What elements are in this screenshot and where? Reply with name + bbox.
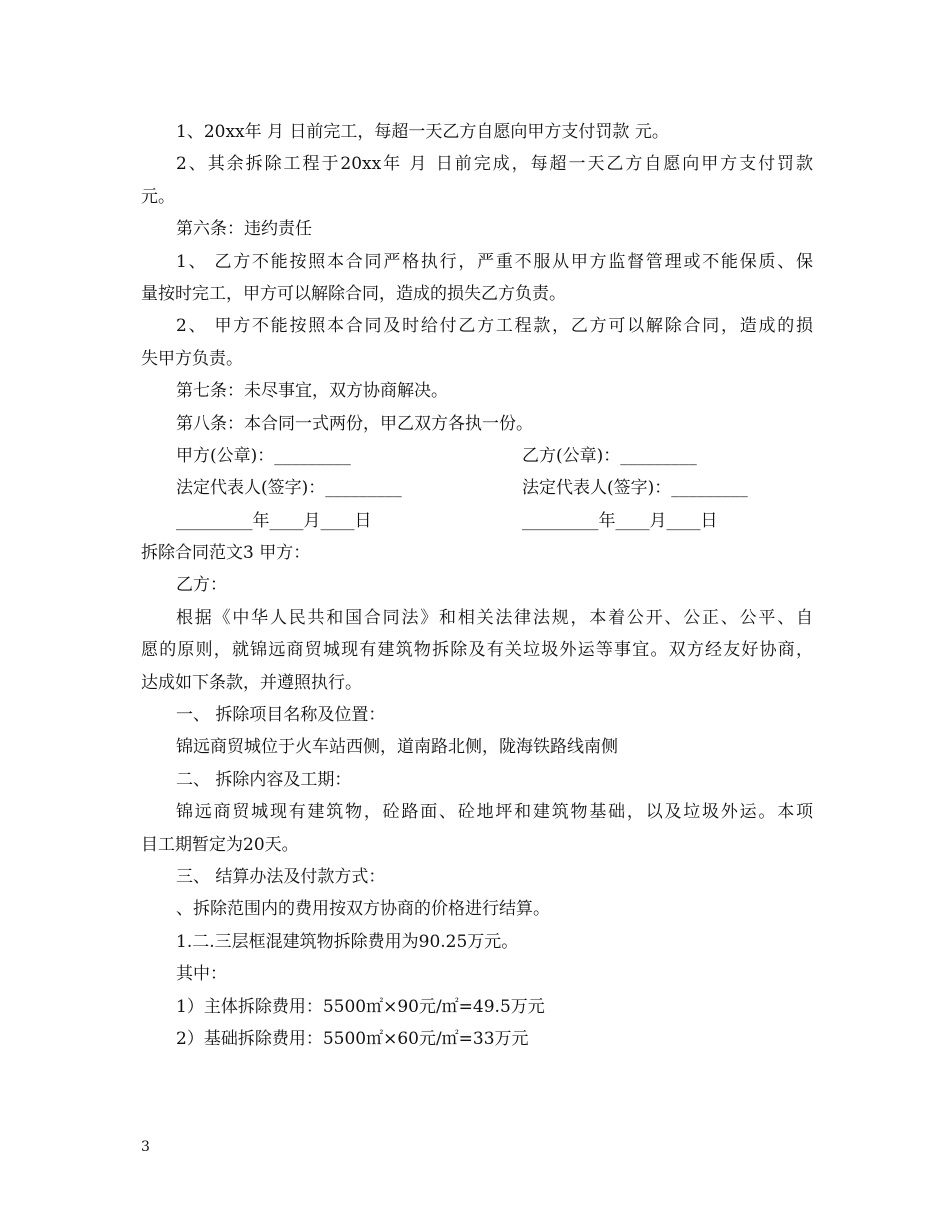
clause-line: 失甲方负责。 <box>141 348 243 369</box>
paragraph-line: 、拆除范围内的费用按双方协商的价格进行结算。 <box>176 899 550 920</box>
signature-date-row <box>141 505 813 537</box>
paragraph-line: 目工期暂定为20天。 <box>141 834 299 855</box>
page-number: 3 <box>141 1139 150 1155</box>
section-heading: 第七条：未尽事宜，双方协商解决。 <box>176 381 448 402</box>
party-a-representative: 法定代表人(签字)：_________ <box>176 478 402 499</box>
clause-line: 元。 <box>141 186 175 207</box>
party-b-date: _________年____月____日 <box>522 510 718 531</box>
paragraph-line: 愿的原则，就锦远商贸城现有建筑物拆除及有关垃圾外运等事宜。双方经友好协商， <box>141 640 813 661</box>
document-title-line: 拆除合同范文3 甲方： <box>141 543 311 564</box>
clause-line: 1、 乙方不能按照本合同严格执行，严重不服从甲方监督管理或不能保质、保 <box>176 251 813 272</box>
party-b-representative: 法定代表人(签字)：_________ <box>522 478 748 499</box>
signature-seal-row <box>141 440 813 472</box>
clause-line: 2、其余拆除工程于20xx年 月 日前完成，每超一天乙方自愿向甲方支付罚款 <box>176 154 813 175</box>
list-item: 1）主体拆除费用：5500㎡×90元/㎡=49.5万元 <box>176 996 545 1017</box>
paragraph-line: 1.二.三层框混建筑物拆除费用为90.25万元。 <box>176 931 519 952</box>
party-b-line: 乙方： <box>176 575 227 596</box>
paragraph-line: 根据《中华人民共和国合同法》和相关法律法规，本着公开、公正、公平、自 <box>176 607 813 628</box>
party-b-seal: 乙方(公章)：_________ <box>522 445 697 466</box>
party-a-seal: 甲方(公章)：_________ <box>176 445 351 466</box>
paragraph-line: 达成如下条款，并遵照执行。 <box>141 672 362 693</box>
section-heading: 一、 拆除项目名称及位置： <box>176 705 386 726</box>
document-body <box>141 116 813 1055</box>
section-heading: 第八条：本合同一式两份，甲乙双方各执一份。 <box>176 413 533 434</box>
clause-line: 量按时完工，甲方可以解除合同，造成的损失乙方负责。 <box>141 283 566 304</box>
paragraph-line: 锦远商贸城位于火车站西侧，道南路北侧，陇海铁路线南侧 <box>176 737 618 758</box>
signature-rep-row <box>141 472 813 504</box>
section-heading: 第六条：违约责任 <box>176 219 312 240</box>
section-heading: 二、 拆除内容及工期： <box>176 769 352 790</box>
section-heading: 三、 结算办法及付款方式： <box>176 866 386 887</box>
list-item: 2）基础拆除费用：5500㎡×60元/㎡=33万元 <box>176 1028 529 1049</box>
paragraph-line: 锦远商贸城现有建筑物，砼路面、砼地坪和建筑物基础，以及垃圾外运。本项 <box>176 802 813 823</box>
clause-line: 1、20xx年 月 日前完工，每超一天乙方自愿向甲方支付罚款 元。 <box>176 122 669 142</box>
paragraph-line: 其中： <box>176 964 227 985</box>
party-a-date: _________年____月____日 <box>176 510 372 531</box>
clause-line: 2、 甲方不能按照本合同及时给付乙方工程款，乙方可以解除合同，造成的损 <box>176 316 813 337</box>
